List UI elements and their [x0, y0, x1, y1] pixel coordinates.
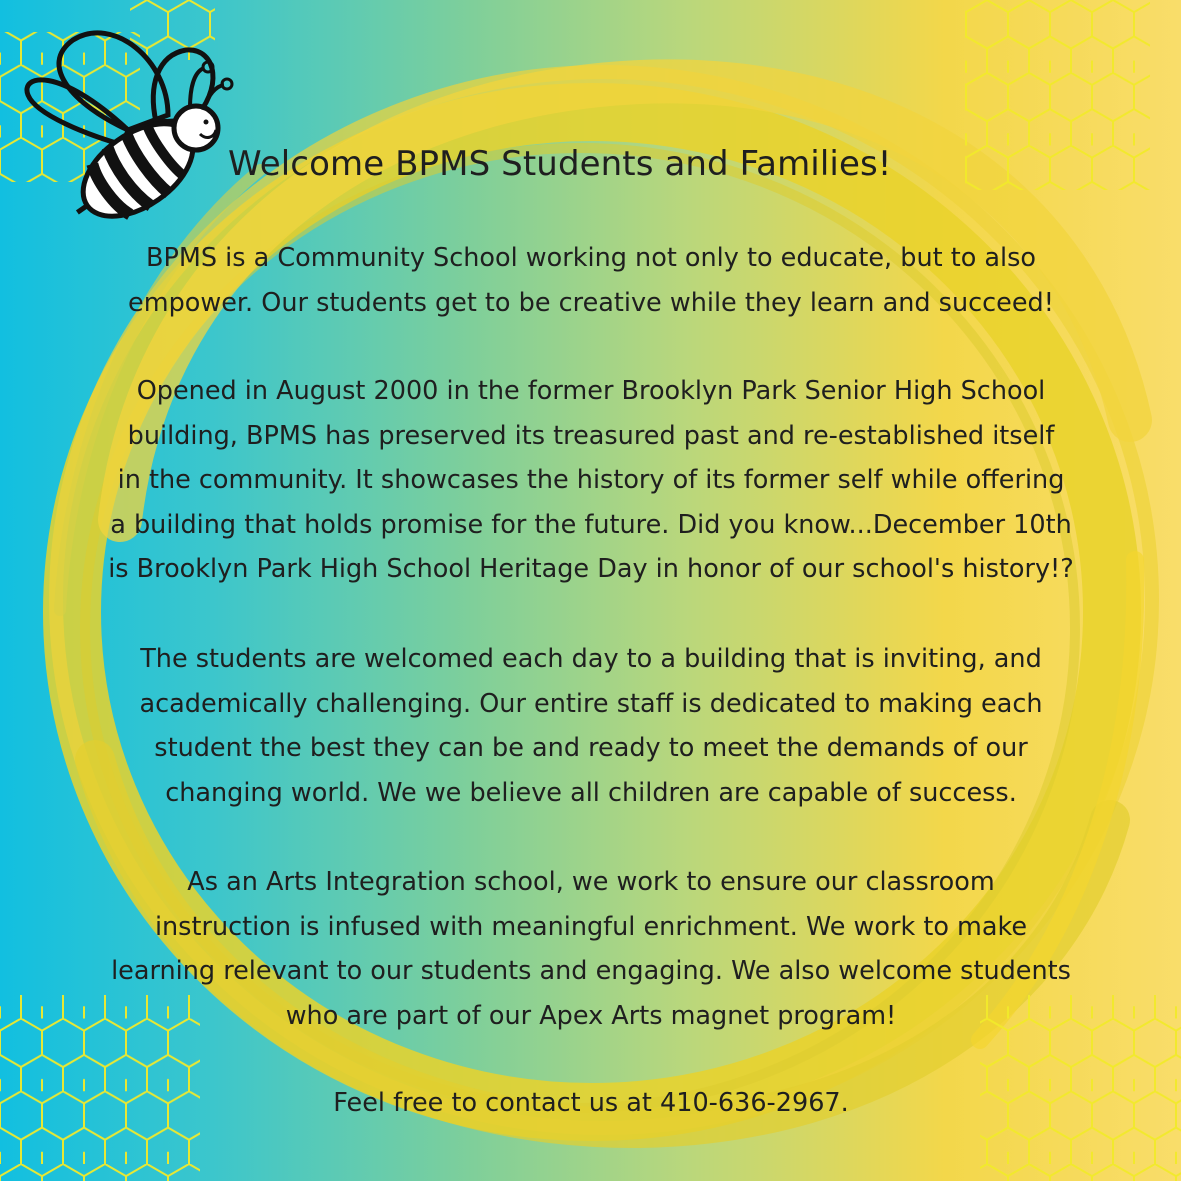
page-title: Welcome BPMS Students and Families!: [228, 144, 892, 184]
text-line: who are part of our Apex Arts magnet program!: [285, 1000, 897, 1031]
text-line: The students are welcomed each day to a building that is inviting, and: [140, 644, 1042, 674]
text-line: As an Arts Integration school, we work to ensure our classroom: [187, 867, 995, 897]
text-line: a building that holds promise for the future. Did you know...December 10th: [110, 509, 1072, 540]
contact-line: Feel free to contact us at 410-636-2967.: [333, 1088, 849, 1118]
text-line: building, BPMS has preserved its treasured past and re-established itself: [127, 420, 1055, 451]
text-line: instruction is infused with meaningful enrichment. We work to make: [154, 911, 1028, 942]
text-line: academically challenging. Our entire staff is dedicated to making each: [139, 688, 1043, 719]
text-line: empower. Our students get to be creative while they learn and succeed!: [128, 287, 1054, 318]
text-line: Opened in August 2000 in the former Brooklyn Park Senior High School: [136, 376, 1046, 406]
students-paragraph: [36, 637, 1146, 815]
arts-integration-paragraph: [36, 860, 1146, 1038]
history-paragraph: [36, 369, 1146, 592]
intro-paragraph: [36, 236, 1146, 325]
text-line: is Brooklyn Park High School Heritage Day in honor of our school's history!?: [108, 554, 1074, 584]
text-line: BPMS is a Community School working not only to educate, but to also: [145, 243, 1037, 273]
text-line: changing world. We we believe all children are capable of success.: [165, 777, 1017, 808]
contact-paragraph: [36, 1081, 1146, 1126]
text-line: learning relevant to our students and engaging. We also welcome students: [111, 956, 1071, 986]
text-line: student the best they can be and ready to meet the demands of our: [154, 733, 1028, 763]
text-line: in the community. It showcases the history of its former self while offering: [117, 465, 1065, 495]
